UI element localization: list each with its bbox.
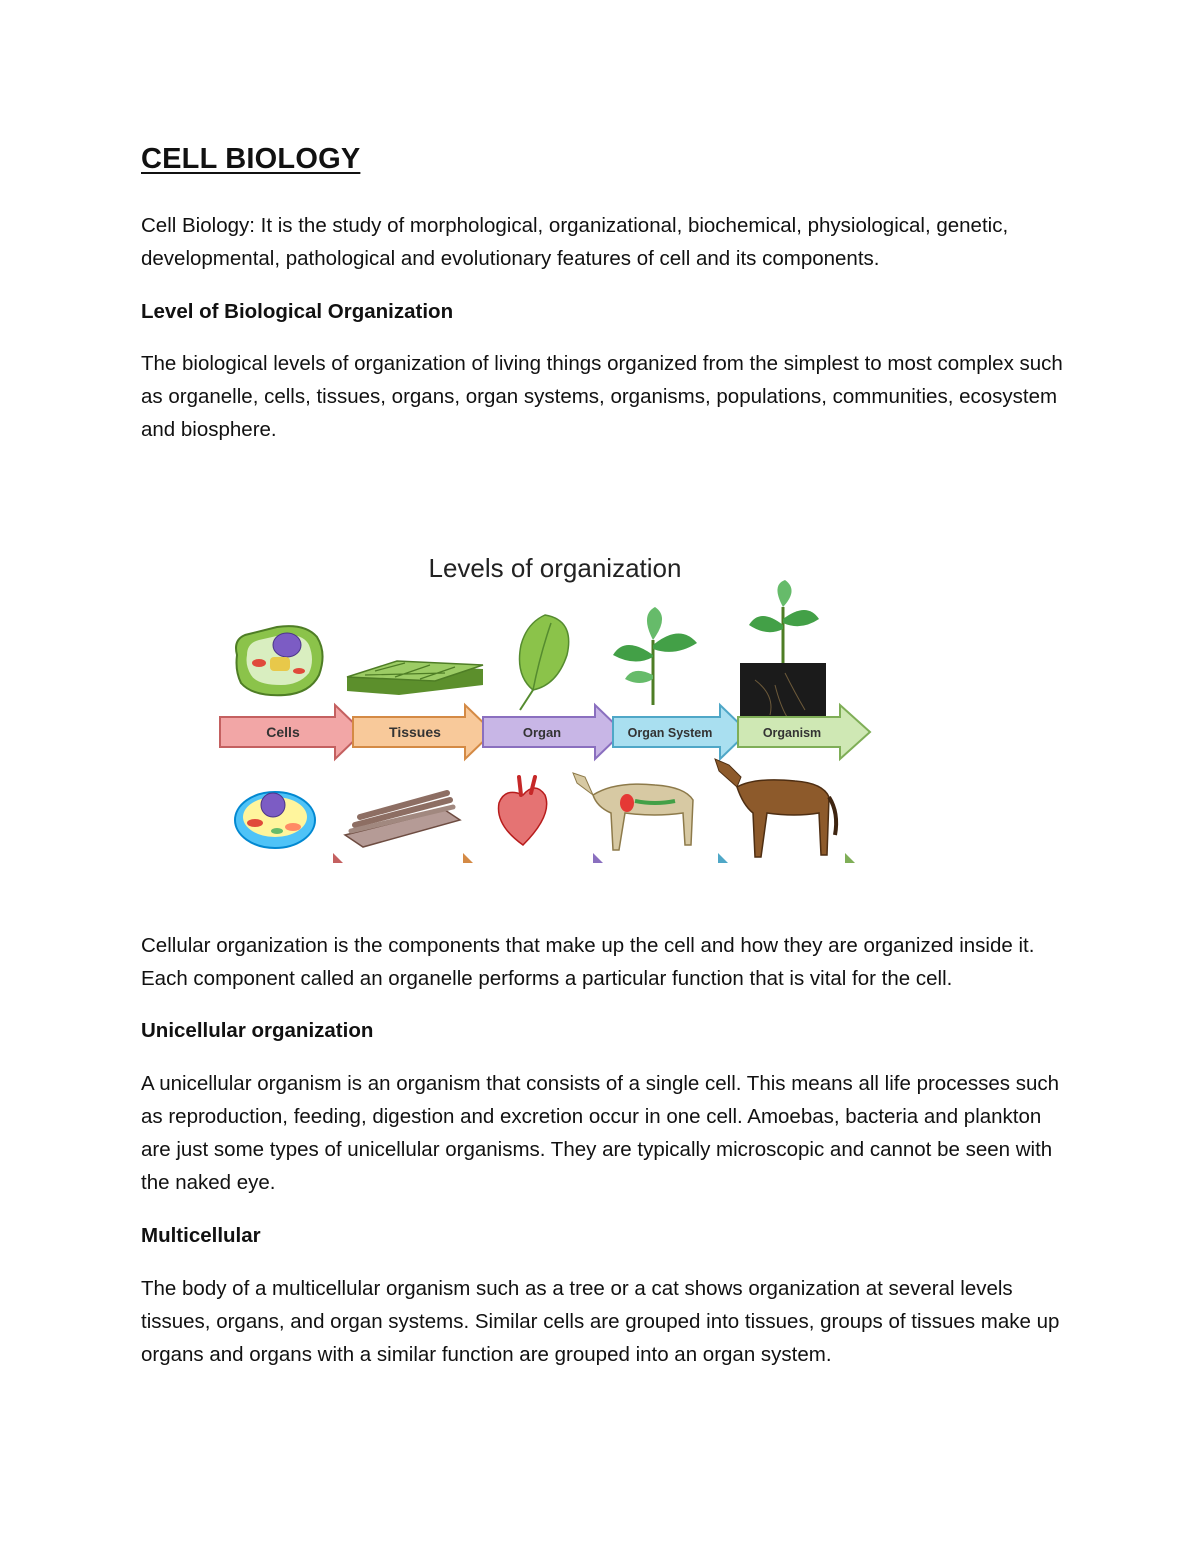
levels-of-organization-figure <box>215 545 880 875</box>
document-title: CELL BIOLOGY <box>141 143 361 175</box>
potted-plant-icon <box>740 580 826 723</box>
level-label-organ-system: Organ System <box>627 726 713 740</box>
level-arrow-tissues <box>353 705 493 759</box>
cellular-organization-paragraph: Cellular organization is the components that make up the cell and how they are organized inside it. Each component called an organelle performs a particular function that is vital for the cell. <box>141 934 1035 990</box>
section-heading-multicellular: Multicellular <box>141 1224 261 1247</box>
heart-icon <box>499 777 547 845</box>
muscle-tissue-icon <box>345 793 460 847</box>
section-heading-unicellular: Unicellular organization <box>141 1019 374 1042</box>
animal-cell-icon <box>235 792 315 848</box>
level-arrow-cells <box>220 705 363 759</box>
leaf-icon <box>520 615 569 710</box>
levels-paragraph: The biological levels of organization of living things organized from the simplest to most complex such as organelle, cells, tissues, organs, organ systems, organisms, populations, communities, ecosystem and biosphere. <box>141 352 1063 441</box>
unicellular-paragraph: A unicellular organism is an organism that consists of a single cell. This means all life processes such as reproduction, feeding, digestion and excretion occur in one cell. Amoebas, bacteria and plankton are just some types of unicellular organisms. They are typically microscopic and cannot be seen with the naked eye. <box>141 1072 1059 1194</box>
plant-cell-icon <box>236 626 323 695</box>
intro-paragraph: Cell Biology: It is the study of morphological, organizational, biochemical, physiological, genetic, developmental, pathological and evolutionary features of cell and its components. <box>141 214 1009 270</box>
levels-figure-svg <box>215 545 880 875</box>
figure-title: Levels of organization <box>428 553 682 583</box>
level-label-cells: Cells <box>266 724 300 740</box>
section-heading-levels: Level of Biological Organization <box>141 300 454 323</box>
multicellular-paragraph: The body of a multicellular organism such as a tree or a cat shows organization at several levels tissues, organs, and organ systems. Similar cells are grouped into tissues, groups of tissues make up organs and organs with a similar function are grouped into an organ system. <box>141 1277 1060 1366</box>
level-label-organ: Organ <box>522 725 562 740</box>
tissue-sheet-icon <box>347 661 483 695</box>
horse-organism-icon <box>715 759 836 857</box>
level-arrow-organ-system <box>613 705 748 759</box>
level-label-tissues: Tissues <box>389 724 441 740</box>
corner-markers <box>333 853 855 863</box>
seedling-icon <box>613 607 697 705</box>
horse-organ-system-icon <box>573 773 693 850</box>
level-arrow-organ <box>483 705 623 759</box>
level-label-organism: Organism <box>762 726 822 740</box>
